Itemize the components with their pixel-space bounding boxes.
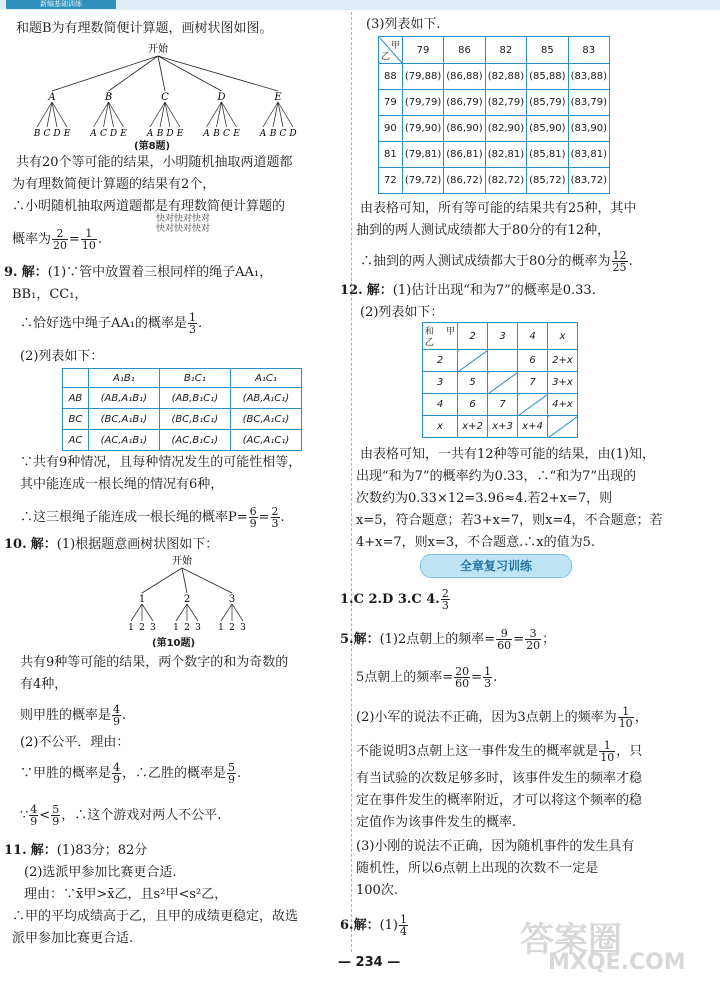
q10-line1: 10. 解：(1)根据题意画树状图如下： (4, 537, 219, 552)
tree10-leaf: 1 (218, 623, 224, 633)
header-bar (0, 0, 720, 10)
table-row (379, 90, 610, 116)
q10-line2: 共有9种等可能的结果，两个数字的和为奇数的 (20, 655, 289, 670)
table-q11-cell: (82,90) (485, 116, 526, 142)
tree8-node: E (274, 92, 282, 103)
tree8-leaf: A (259, 129, 267, 139)
table-q11-cell: (82,72) (485, 168, 526, 194)
tree8-leaf: E (233, 129, 240, 139)
table-q12 (422, 322, 578, 438)
table-q11-cell: (82,81) (485, 142, 526, 168)
chapter-review-banner: 全章复习训练 (420, 554, 572, 578)
tree10-caption: (第10题) (152, 638, 196, 649)
tree8-branch (158, 56, 165, 91)
tree10-leaf-branch (187, 604, 198, 621)
table-q11-cell: (79,81) (402, 142, 443, 168)
table-q11-cell: (86,81) (444, 142, 485, 168)
tree10-leaf: 2 (139, 623, 145, 633)
tree8-node: B (104, 92, 113, 103)
table-q12-cell (458, 350, 488, 372)
table-q11-cell: (85,81) (527, 142, 568, 168)
q9-line3: ∴恰好选中绳子AA₁的概率是 $\frac{1}{3}$ . (20, 311, 203, 336)
table-q12-cell: 7 (488, 394, 518, 416)
q5-line5: 有当试验的次数足够多时，该事件发生的频率才稳 (356, 771, 643, 786)
table-q9-header-cell: A₁C₁ (230, 369, 301, 388)
column-divider (351, 12, 352, 952)
q5-line1: 5.解：(1)2点朝上的频率= $\frac{9}{60}$ = $\frac{3}{20}$ ； (340, 627, 556, 652)
table-q9 (62, 368, 302, 451)
table-q11-cell: (85,79) (527, 90, 568, 116)
table-q9-header-cell (63, 369, 89, 388)
table-q9-cell: (AC,B₁C₁) (159, 430, 230, 451)
tree8-leaf: A (146, 129, 154, 139)
tree10-leaf: 2 (184, 623, 190, 633)
table-q12-row-header: x (423, 416, 458, 438)
table-q12-col-header: x (548, 323, 578, 350)
tree8-leaf: C (223, 129, 230, 139)
q12-line4: 出现“和为7”的概率约为0.33，∴“和为7”出现的 (356, 469, 637, 484)
q12-line5: 次数约为0.33×12=3.96≈4.若2+x=7，则 (356, 491, 613, 506)
table-corner-cell (423, 323, 458, 350)
table-row (63, 430, 302, 451)
q11-line5: 派甲参加比赛更合适. (12, 931, 134, 946)
table-row (63, 388, 302, 409)
corner-label-bottom: 乙 (425, 338, 435, 348)
table-q9-cell: AB (63, 388, 89, 409)
q12-line2: (2)列表如下： (360, 305, 444, 320)
table-q12-cell: x+4 (518, 416, 548, 438)
tree10-leaf: 3 (240, 623, 246, 633)
q12-line1: 12. 解：(1)估计出现“和为7”的概率是0.33. (340, 283, 596, 298)
table-q9-cell: (AC,A₁B₁) (88, 430, 159, 451)
tree8-leaf: E (176, 129, 184, 139)
table-q12-cell: 2+x (548, 350, 578, 372)
table-q11-row-header: 90 (379, 116, 403, 142)
watermark-small-2: 快对快对快对 (156, 224, 211, 234)
tree8-leaf: E (120, 129, 127, 139)
tree8-leaf: C (43, 129, 51, 139)
table-q11-cell: (82,88) (485, 64, 526, 90)
tree8-leaf: D (166, 129, 174, 139)
tree10-leaf: 2 (229, 623, 235, 633)
corner-label-left: 和 (425, 327, 435, 337)
table-q11-cell: (83,90) (568, 116, 609, 142)
table-q12-cell: 7 (518, 372, 548, 394)
q5-line8: (3)小刚的说法不正确，因为随机事件的发生具有 (356, 839, 635, 854)
watermark-url: MXQE.COM (548, 950, 686, 975)
tree-diagram-10 (112, 554, 262, 634)
tree8-leaf: D (53, 129, 61, 139)
table-row (423, 394, 578, 416)
tree8-leaf: B (213, 129, 220, 139)
q9-line2: BB₁，CC₁， (12, 287, 88, 302)
table-q11-cell: (83,72) (568, 168, 609, 194)
corner-label-bottom: 乙 (381, 52, 391, 62)
table-q12-row-header: 3 (423, 372, 458, 394)
tree8-leaf: B (269, 129, 277, 139)
table-q9-cell: (AB,A₁B₁) (88, 388, 159, 409)
table-row (379, 168, 610, 194)
table-q12-header (423, 323, 578, 350)
table-row (63, 409, 302, 430)
r-line2: 由表格可知，所有等可能的结果共有25种，其中 (360, 201, 637, 216)
table-q11-cell: (79,72) (402, 168, 443, 194)
tree8-node: D (217, 92, 226, 103)
table-q12-col-header: 4 (518, 323, 548, 350)
table-q12-row-header: 2 (423, 350, 458, 372)
tree10-leaf: 1 (128, 623, 134, 633)
r-line3: 抽到的两人测试成绩都大于80分的有12种， (356, 223, 611, 238)
q12-line3: 由表格可知，一共有12种等可能的结果，由(1)知， (360, 447, 655, 462)
tree8-leaf: B (156, 129, 164, 139)
q11-line1: 11. 解：(1)83分；82分 (4, 843, 148, 858)
tree8-branch (158, 56, 222, 91)
table-q9-cell: (AC,A₁C₁) (230, 430, 301, 451)
header-tag: 新编基础训练 (6, 0, 116, 9)
tree8-leaf: D (109, 129, 118, 139)
tree8-leaf: C (100, 129, 107, 139)
table-q12-cell: x+2 (458, 416, 488, 438)
table-q12-cell (518, 394, 548, 416)
tree8-node: C (161, 92, 169, 103)
corner-label-top: 甲 (390, 41, 400, 51)
table-q12-cell (488, 372, 518, 394)
q11-line4: ∴甲的平均成绩高于乙，且甲的成绩更稳定，故选 (12, 909, 299, 924)
table-q11-cell: (79,79) (402, 90, 443, 116)
watermark-logo: 答案圈 (520, 920, 622, 960)
table-q11-cell: (86,79) (444, 90, 485, 116)
table-q11-row-header: 81 (379, 142, 403, 168)
table-q9-header-cell: A₁B₁ (88, 369, 159, 388)
table-q12-cell: 6 (518, 350, 548, 372)
table-q11-cell: (83,79) (568, 90, 609, 116)
q9-line1: 9. 解：(1)∵管中放置着三根同样的绳子AA₁， (4, 265, 273, 280)
q5-line2: 5点朝上的频率= $\frac{20}{60}$ = $\frac{1}{3}$ . (356, 665, 498, 690)
q6-line1: 6.解：(1) $\frac{1}{4}$ (340, 913, 408, 938)
table-q9-cell: (BC,A₁C₁) (230, 409, 301, 430)
tree10-branch (182, 568, 232, 593)
tree8-leaf: E (63, 129, 71, 139)
svg-text:开始: 开始 (172, 556, 192, 567)
p8-line1: 共有20个等可能的结果，小明随机抽取两道题都 (16, 155, 293, 170)
intro-text: 和题B为有理数简便计算题，画树状图如图。 (16, 21, 273, 36)
answers-1-4: 1.C 2.D 3.C 4. $\frac{2}{3}$ (340, 587, 449, 612)
table-q11-row-header: 72 (379, 168, 403, 194)
r-line4: ∴抽到的两人测试成绩都大于80分的概率为 $\frac{12}{25}$ . (360, 249, 633, 274)
table-q11-cell: (83,88) (568, 64, 609, 90)
tree8-branch (158, 56, 278, 91)
q9-line4: (2)列表如下： (20, 349, 104, 364)
q11-line2: (2)选派甲参加比赛更合适. (24, 865, 177, 880)
table-q12-cell: 3+x (548, 372, 578, 394)
table-q12-cell (548, 416, 578, 438)
tree10-leaf-branch (176, 604, 187, 621)
tree8-branch (52, 56, 158, 91)
watermark-small-1: 快对快对快对 (156, 214, 211, 224)
q5-line3: (2)小军的说法不正确，因为3点朝上的频率为 $\frac{1}{10}$ ， (356, 705, 648, 730)
q10-line3: 有4种， (20, 677, 68, 692)
table-q12-cell: 4+x (548, 394, 578, 416)
table-q9-header-cell: B₁C₁ (159, 369, 230, 388)
table-q12-cell: 6 (458, 394, 488, 416)
tree10-node: 1 (138, 594, 146, 605)
table-q11-col-header: 82 (485, 37, 526, 64)
table-q11-row-header: 79 (379, 90, 403, 116)
r-line1: (3)列表如下. (366, 17, 441, 32)
table-q11-cell: (85,90) (527, 116, 568, 142)
table-row (423, 416, 578, 438)
q9-line5: ∵共有9种情况，且每种情况发生的可能性相等， (20, 455, 302, 470)
table-q11-col-header: 86 (444, 37, 485, 64)
table-q11-cell: (86,88) (444, 64, 485, 90)
q5-line9: 随机性，所以6点朝上出现的次数不一定是 (356, 861, 599, 876)
p8-line4: 概率为 $\frac{2}{20}$ = $\frac{1}{10}$ . (12, 227, 103, 252)
table-q11-cell: (85,88) (527, 64, 568, 90)
tree10-branch (142, 568, 182, 593)
tree8-leaf: D (289, 129, 297, 139)
p8-line3: ∴小明随机抽取两道题都是有理数简便计算题的 (12, 199, 286, 214)
table-q12-col-header: 2 (458, 323, 488, 350)
q9-line7: ∴这三根绳子能连成一根长绳的概率P= $\frac{6}{9}$ = $\frac{2}{3}$ . (20, 505, 285, 530)
table-q9-cell: (BC,B₁C₁) (159, 409, 230, 430)
tree10-leaf-branch (131, 604, 142, 621)
table-q11-col-header: 83 (568, 37, 609, 64)
table-q11-col-header: 79 (402, 37, 443, 64)
tree10-leaf: 1 (173, 623, 179, 633)
table-q11-cell: (79,88) (402, 64, 443, 90)
table-q9-header (63, 369, 302, 388)
tree10-branch (182, 568, 187, 593)
q10-line7: ∵ $\frac{4}{9}$ < $\frac{5}{9}$ ，∴这个游戏对两人不公平. (20, 803, 222, 828)
table-q9-cell: (AB,A₁C₁) (230, 388, 301, 409)
tree8-leaf: A (203, 129, 210, 139)
q11-line3: 理由：∵x̄甲>x̄乙，且s²甲<s²乙， (24, 887, 228, 902)
q5-line6: 定在事件发生的概率附近，才可以将这个频率的稳 (356, 793, 643, 808)
tree10-node: 2 (183, 594, 191, 605)
table-q9-cell: (AB,B₁C₁) (159, 388, 230, 409)
q5-line10: 100次. (356, 883, 398, 898)
table-row (423, 372, 578, 394)
tree10-leaf-branch (232, 604, 243, 621)
q10-line5: (2)不公平．理由： (20, 735, 130, 750)
table-q11-3 (378, 36, 610, 194)
table-row (423, 350, 578, 372)
table-q11-cell: (85,72) (527, 168, 568, 194)
table-q11-col-header: 85 (527, 37, 568, 64)
table-q9-cell: (BC,A₁B₁) (88, 409, 159, 430)
table-q11-row-header: 88 (379, 64, 403, 90)
tree10-leaf-branch (142, 604, 153, 621)
table-q11-cell: (83,81) (568, 142, 609, 168)
table-q9-cell: BC (63, 409, 89, 430)
table-row (379, 64, 610, 90)
tree-diagram-8 (33, 42, 297, 142)
table-row (379, 116, 610, 142)
q10-line6: ∵甲胜的概率是 $\frac{4}{9}$ ，∴乙胜的概率是 $\frac{5}{9}$ . (20, 761, 242, 786)
table-q11-cell: (82,79) (485, 90, 526, 116)
p8-line2: 为有理数简便计算题的结果有2个， (12, 177, 216, 192)
tree8-leaf: B (33, 129, 41, 139)
table-row (379, 142, 610, 168)
tree10-leaf-branch (221, 604, 232, 621)
table-corner-cell (379, 37, 403, 64)
q12-line7: 4+x=7，则x=3，不合题意.∴x的值为5. (356, 535, 596, 550)
q10-line4: 则甲胜的概率是 $\frac{4}{9}$ . (20, 703, 127, 728)
table-q11-cell: (86,90) (444, 116, 485, 142)
tree8-root: 开始 (148, 44, 168, 55)
q5-line4: 不能说明3点朝上这一事件发生的概率就是 $\frac{1}{10}$ ，只 (356, 739, 643, 764)
table-q12-col-header: 3 (488, 323, 518, 350)
table-q11-cell: (86,72) (444, 168, 485, 194)
table-q9-cell: AC (63, 430, 89, 451)
table-q11-header (379, 37, 610, 64)
table-q11-cell: (79,90) (402, 116, 443, 142)
table-q12-cell (488, 350, 518, 372)
table-q12-cell: x+3 (488, 416, 518, 438)
tree8-caption: (第8题) (134, 141, 171, 152)
page-number: — 234 — (338, 955, 401, 970)
tree10-leaf: 3 (195, 623, 201, 633)
table-q12-row-header: 4 (423, 394, 458, 416)
tree8-node: A (48, 92, 56, 103)
q12-line6: x=5，符合题意；若3+x=7，则x=4，不合题意；若 (356, 513, 663, 528)
tree8-branch (109, 56, 159, 91)
corner-label-top: 甲 (445, 327, 455, 337)
q9-line6: 其中能连成一根长绳的情况有6种， (20, 477, 224, 492)
table-q12-cell: 5 (458, 372, 488, 394)
tree8-leaf: C (279, 129, 287, 139)
tree10-node: 3 (228, 594, 236, 605)
q5-line7: 定值作为该事件发生的概率. (356, 815, 517, 830)
tree10-leaf: 3 (150, 623, 156, 633)
tree8-leaf: A (90, 129, 97, 139)
